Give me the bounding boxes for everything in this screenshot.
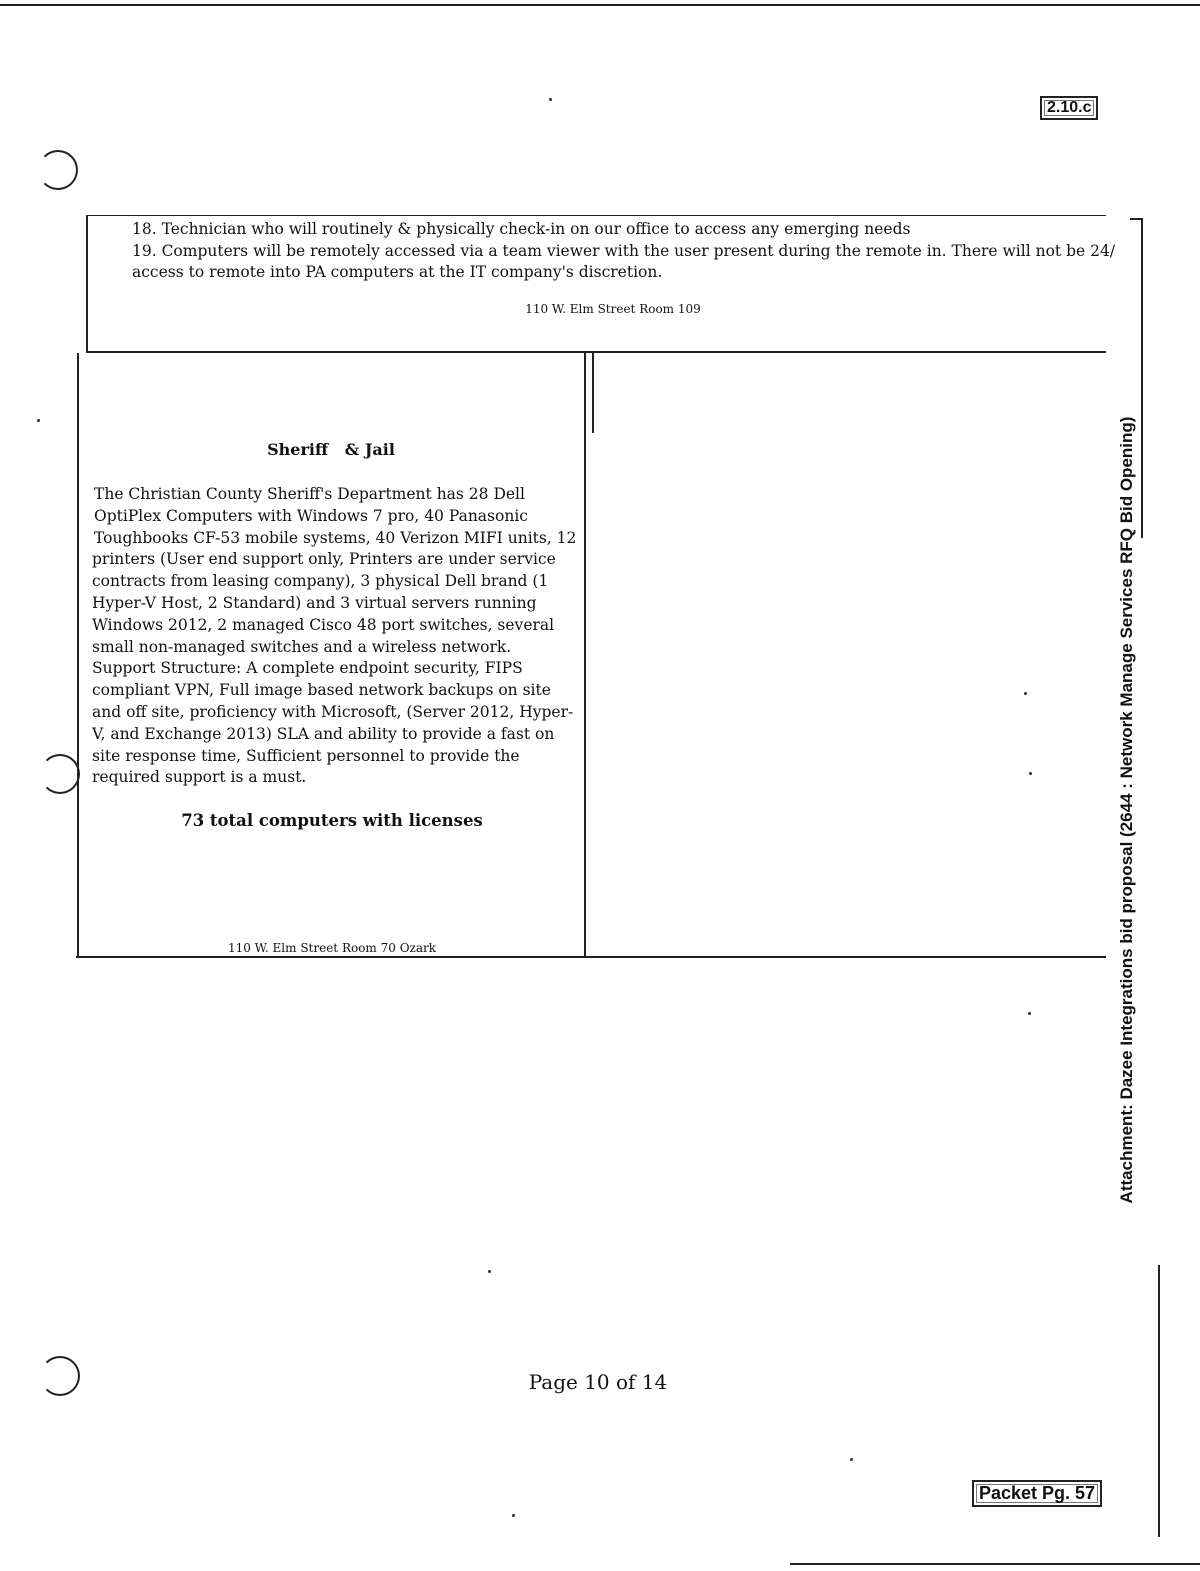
sheriff-cell-left-border <box>77 353 79 957</box>
scan-speck <box>850 1458 853 1461</box>
scan-speck <box>549 98 552 101</box>
cell-divider <box>584 353 586 957</box>
scan-speck <box>1024 692 1027 695</box>
description-line: required support is a must. <box>92 768 307 787</box>
lower-cell-bottom-border <box>76 956 1106 958</box>
cell-divider-upper <box>592 353 594 433</box>
scan-speck <box>512 1514 515 1517</box>
description-line: Windows 2012, 2 managed Cisco 48 port switches, several <box>92 615 555 634</box>
attachment-note: Attachment: Dazee Integrations bid proposal (2644 : Network Manage Services RFQ Bid Opening) <box>1117 416 1136 1204</box>
scan-speck <box>1028 1012 1031 1015</box>
sheriff-description <box>92 484 582 789</box>
description-line: small non-managed switches and a wireless network. <box>92 637 512 656</box>
upper-cell-top-border <box>86 215 1106 216</box>
description-line: compliant VPN, Full image based network backups on site <box>92 681 551 700</box>
upper-cell-bottom-border <box>86 351 1106 353</box>
sheriff-cell-address: 110 W. Elm Street Room 70 Ozark <box>227 941 437 955</box>
description-line: contracts from leasing company), 3 physical Dell brand (1 <box>92 572 549 591</box>
sheriff-heading: Sheriff & Jail <box>267 440 395 459</box>
total-computers: 73 total computers with licenses <box>181 811 483 830</box>
requirement-item-19-continued: access to remote into PA computers at the IT company's discretion. <box>132 263 663 281</box>
punch-hole-middle <box>40 754 80 794</box>
description-line: Hyper-V Host, 2 Standard) and 3 virtual servers running <box>92 593 537 612</box>
requirement-item-19: 19. Computers will be remotely accessed via a team viewer with the user present during the remote in. There will not be 24/ <box>132 242 1116 260</box>
top-rule <box>0 4 1200 6</box>
punch-hole-top <box>38 150 78 190</box>
scan-speck <box>1029 772 1032 775</box>
right-margin-bracket <box>1141 218 1143 538</box>
description-line: and off site, proficiency with Microsoft, (Server 2012, Hyper- <box>92 702 574 721</box>
description-line: OptiPlex Computers with Windows 7 pro, 40 Panasonic <box>94 506 528 525</box>
description-line: Toughbooks CF-53 mobile systems, 40 Verizon MIFI units, 12 <box>94 528 577 547</box>
requirement-item-18: 18. Technician who will routinely & physically check-in on our office to access any emerging needs <box>132 220 911 238</box>
scan-speck <box>37 419 40 422</box>
packet-page-badge: Packet Pg. 57 <box>972 1480 1102 1507</box>
scan-speck <box>488 1270 491 1273</box>
page-number: Page 10 of 14 <box>528 1370 668 1394</box>
description-line: The Christian County Sheriff's Department has 28 Dell <box>94 485 525 503</box>
upper-cell-left-border <box>86 215 88 353</box>
lower-margin-bracket <box>1158 1265 1160 1537</box>
bottom-rule <box>790 1563 1200 1565</box>
description-line: Support Structure: A complete endpoint security, FIPS <box>92 659 523 678</box>
upper-cell-address: 110 W. Elm Street Room 109 <box>525 302 701 316</box>
section-badge: 2.10.c <box>1040 96 1098 120</box>
right-margin-bracket-tip <box>1130 218 1142 220</box>
description-line: V, and Exchange 2013) SLA and ability to provide a fast on <box>92 724 555 743</box>
description-line: site response time, Sufficient personnel to provide the <box>92 746 520 765</box>
description-line: printers (User end support only, Printers are under service <box>92 550 556 569</box>
